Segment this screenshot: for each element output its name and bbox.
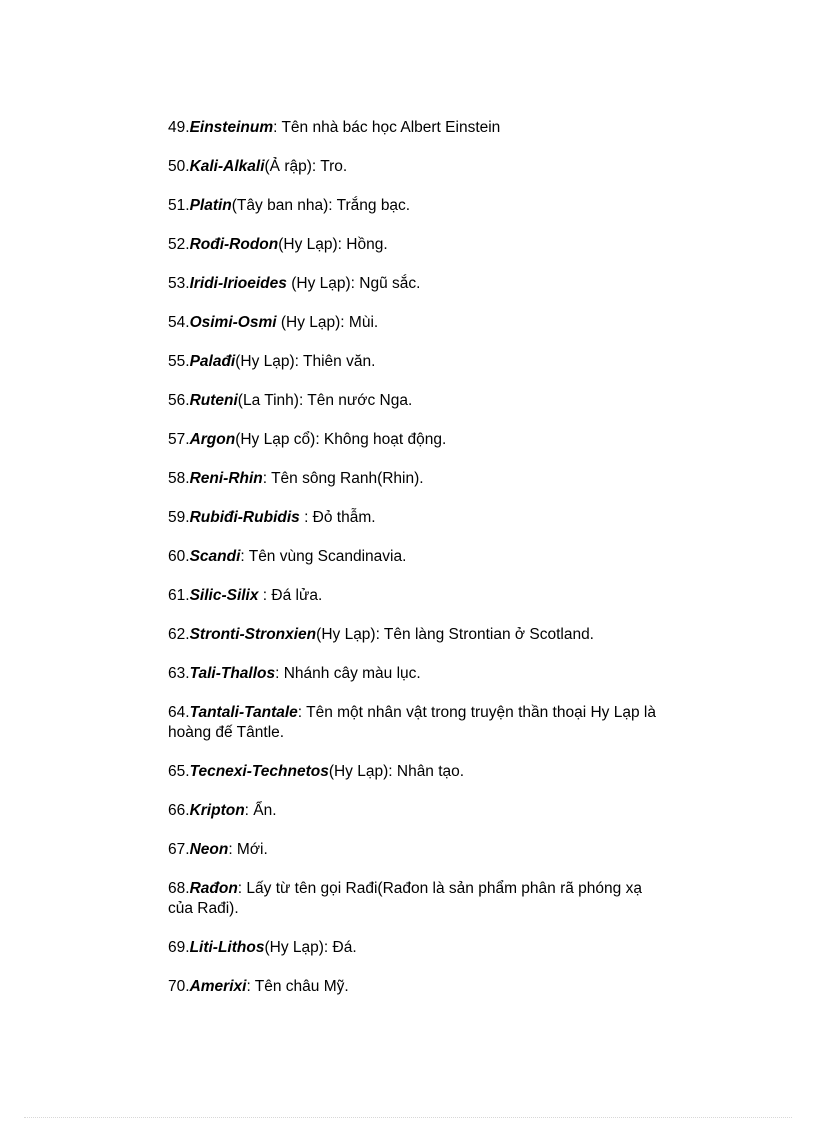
item-description: (Hy Lạp): Ngũ sắc. (286, 275, 421, 292)
item-term: Rubiđi-Rubidis (189, 509, 300, 526)
item-term: Tecnexi-Technetos (189, 763, 329, 780)
list-item (168, 469, 668, 489)
item-number: 62. (168, 626, 190, 643)
item-description: (Hy Lạp): Nhân tạo. (328, 763, 465, 780)
list-item (168, 938, 668, 958)
list-item (168, 352, 668, 372)
list-item (168, 313, 668, 333)
item-description: : Nhánh cây màu lục. (275, 665, 421, 682)
list-item (168, 508, 668, 528)
item-term: Amerixi (189, 978, 247, 995)
item-number: 63. (168, 665, 190, 682)
item-number: 49. (168, 119, 190, 136)
item-description: (Hy Lạp): Thiên văn. (235, 353, 376, 370)
item-term: Kripton (189, 802, 245, 819)
item-number: 59. (168, 509, 190, 526)
item-term: Argon (189, 431, 236, 448)
item-term: Ruteni (189, 392, 238, 409)
item-description: : Tên vùng Scandinavia. (240, 548, 407, 565)
item-term: Rađon (189, 880, 238, 897)
item-number: 54. (168, 314, 190, 331)
item-term: Neon (189, 841, 229, 858)
item-description: : Tên sông Ranh(Rhin). (262, 470, 424, 487)
item-term: Iridi-Irioeides (189, 275, 287, 292)
list-item (168, 762, 668, 782)
item-number: 66. (168, 802, 190, 819)
item-term: Stronti-Stronxien (189, 626, 317, 643)
item-number: 64. (168, 704, 190, 721)
list-item (168, 157, 668, 177)
item-number: 65. (168, 763, 190, 780)
item-number: 58. (168, 470, 190, 487)
item-number: 52. (168, 236, 190, 253)
item-term: Tantali-Tantale (189, 704, 298, 721)
list-item (168, 391, 668, 411)
item-description: : Đỏ thẫm. (299, 509, 376, 526)
list-item (168, 977, 668, 997)
item-description: (La Tinh): Tên nước Nga. (237, 392, 413, 409)
item-number: 69. (168, 939, 190, 956)
item-description: : Mới. (228, 841, 268, 858)
list-item (168, 840, 668, 860)
item-description: (Hy Lạp): Mùi. (276, 314, 379, 331)
item-term: Reni-Rhin (189, 470, 263, 487)
item-term: Palađi (189, 353, 236, 370)
item-term: Tali-Thallos (189, 665, 276, 682)
item-number: 61. (168, 587, 190, 604)
item-term: Kali-Alkali (189, 158, 265, 175)
list-item (168, 430, 668, 450)
item-term: Silic-Silix (189, 587, 259, 604)
item-number: 60. (168, 548, 190, 565)
item-description: (Hy Lạp): Hồng. (278, 236, 388, 253)
page-bottom-divider (24, 1117, 792, 1118)
item-description: : Tên nhà bác học Albert Einstein (273, 119, 501, 136)
list-item (168, 547, 668, 567)
item-number: 57. (168, 431, 190, 448)
item-description: (Hy Lạp): Tên làng Strontian ở Scotland. (316, 626, 594, 643)
list-item (168, 196, 668, 216)
list-item (168, 586, 668, 606)
element-name-list (168, 118, 668, 1016)
item-term: Einsteinum (189, 119, 274, 136)
item-description: (Hy Lạp): Đá. (264, 939, 357, 956)
item-term: Liti-Lithos (189, 939, 265, 956)
list-item (168, 274, 668, 294)
list-item (168, 235, 668, 255)
list-item (168, 625, 668, 645)
item-number: 51. (168, 197, 190, 214)
list-item (168, 801, 668, 821)
item-description: : Lấy từ tên gọi Rađi(Rađon là sản phẩm phân rã phóng xạ của Rađi). (168, 880, 642, 917)
item-description: : Tên châu Mỹ. (246, 978, 349, 995)
list-item (168, 118, 668, 138)
item-description: : Tên một nhân vật trong truyện thần thoại Hy Lạp là hoàng đế Tântle. (168, 704, 656, 741)
item-description: (Ả rập): Tro. (264, 158, 348, 175)
item-number: 67. (168, 841, 190, 858)
item-number: 53. (168, 275, 190, 292)
list-item (168, 879, 668, 919)
item-number: 70. (168, 978, 190, 995)
item-number: 55. (168, 353, 190, 370)
item-number: 56. (168, 392, 190, 409)
item-description: (Hy Lạp cổ): Không hoạt động. (235, 431, 447, 448)
item-description: (Tây ban nha): Trắng bạc. (231, 197, 411, 214)
item-number: 68. (168, 880, 190, 897)
item-term: Platin (189, 197, 232, 214)
item-term: Rođi-Rodon (189, 236, 279, 253)
item-description: : Đá lửa. (258, 587, 323, 604)
item-number: 50. (168, 158, 190, 175)
item-term: Osimi-Osmi (189, 314, 277, 331)
list-item (168, 664, 668, 684)
item-description: : Ẩn. (244, 802, 277, 819)
item-term: Scandi (189, 548, 241, 565)
list-item (168, 703, 668, 743)
